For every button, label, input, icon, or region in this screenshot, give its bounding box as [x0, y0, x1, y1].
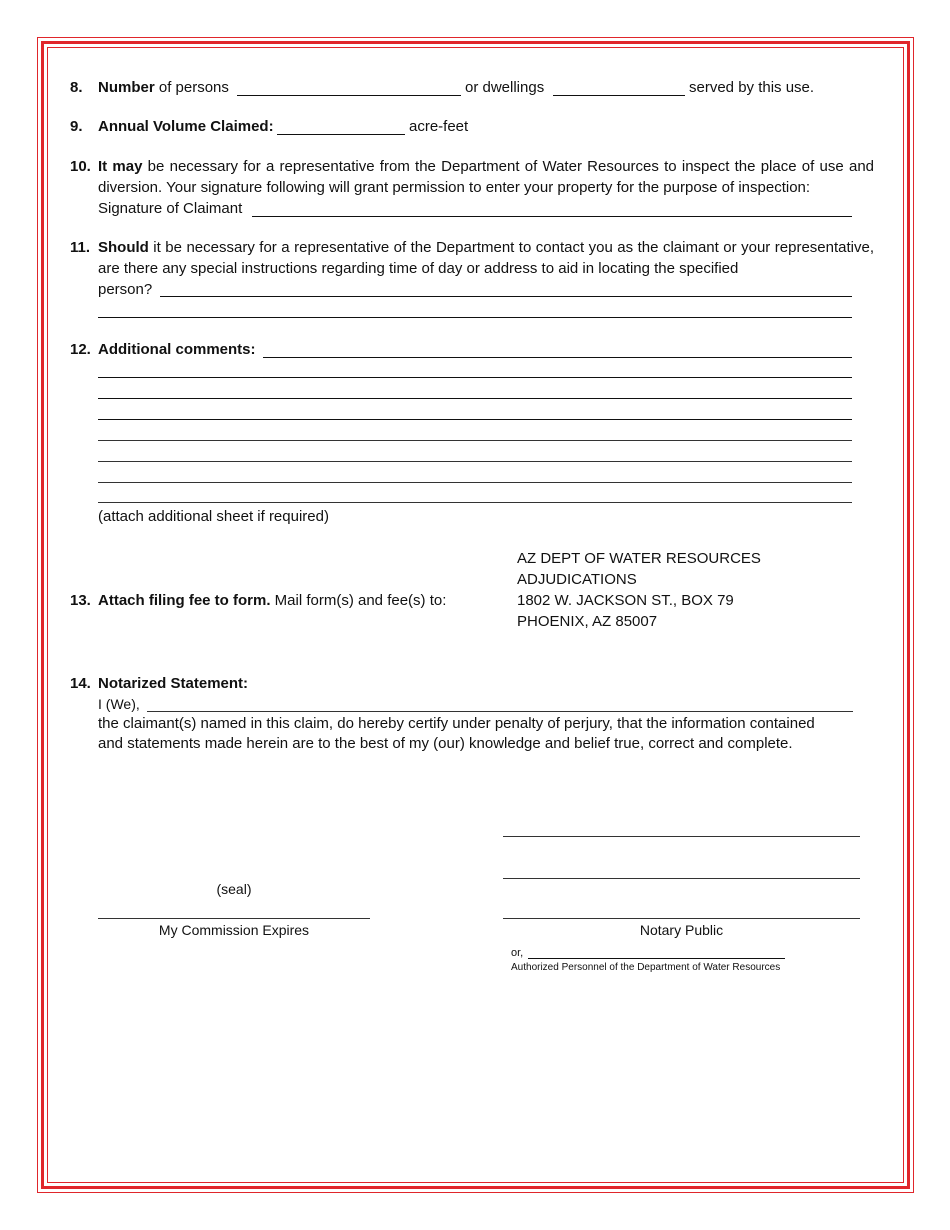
item-14-label: Notarized Statement:	[98, 675, 249, 692]
item-12-label: Additional comments:	[98, 341, 256, 358]
comments-line-2[interactable]	[98, 377, 852, 378]
item-13-rest: Mail form(s) and fee(s) to:	[270, 592, 447, 609]
comments-line-6[interactable]	[98, 461, 852, 462]
certification-line-2: and statements made herein are to the best of my (our) knowledge and belief true, correct and complete.	[98, 735, 793, 752]
item-8-served-text: served by this use.	[689, 79, 815, 96]
item-13-bold: Attach filing fee to form.	[98, 592, 271, 609]
signature-line-1[interactable]	[503, 836, 860, 837]
item-9-unit: acre-feet	[409, 118, 469, 135]
comments-line-4[interactable]	[98, 419, 852, 420]
address-line-3: 1802 W. JACKSON ST., BOX 79	[517, 592, 734, 609]
item-11-bold: Should	[98, 239, 149, 256]
item-12-number: 12.	[70, 341, 91, 358]
item-11-tail: person?	[98, 281, 153, 298]
item-8-label	[98, 77, 229, 98]
or-label: or,	[511, 947, 524, 959]
iwe-label: I (We),	[98, 696, 140, 712]
notary-public-field[interactable]	[503, 918, 860, 919]
item-10-bold: It may	[98, 158, 143, 175]
address-line-2: ADJUDICATIONS	[517, 571, 637, 588]
comments-line-5[interactable]	[98, 440, 852, 441]
item-9-number: 9.	[70, 118, 83, 135]
comments-line-3[interactable]	[98, 398, 852, 399]
comments-line-7[interactable]	[98, 482, 852, 483]
persons-field[interactable]	[237, 95, 461, 96]
item-13-text	[98, 590, 446, 611]
item-10-rest: be necessary for a representative from the Department of Water Resources to inspect the place of use and diversion. Your signature following will grant permission to enter your property for the purpose of inspection:	[98, 158, 875, 196]
annual-volume-field[interactable]	[277, 134, 405, 135]
commission-expires-field[interactable]	[98, 918, 370, 919]
dwellings-field[interactable]	[553, 95, 685, 96]
address-line-4: PHOENIX, AZ 85007	[517, 613, 658, 630]
signature-line-2[interactable]	[503, 878, 860, 879]
item-11-text	[98, 237, 874, 279]
item-9-label: Annual Volume Claimed:	[98, 118, 274, 135]
address-line-1: AZ DEPT OF WATER RESOURCES	[517, 550, 761, 567]
item-13-number: 13.	[70, 592, 91, 609]
authorized-personnel-field[interactable]	[528, 958, 785, 959]
special-instructions-field-1[interactable]	[160, 296, 852, 297]
special-instructions-field-2[interactable]	[98, 317, 852, 318]
comments-line-1[interactable]	[263, 357, 852, 358]
comments-line-8[interactable]	[98, 502, 852, 503]
claimant-names-field[interactable]	[147, 711, 853, 712]
commission-expires-label: My Commission Expires	[158, 922, 310, 938]
item-11-rest: it be necessary for a representative of the Department to contact you as the claimant or your representative, are there any special instructions regarding time of day or address to aid in locating the specified	[98, 239, 874, 277]
item-8-dwellings-text: or dwellings	[465, 79, 545, 96]
signature-label: Signature of Claimant	[98, 200, 243, 217]
item-8-persons-text: of persons	[158, 79, 229, 96]
item-11-number: 11.	[70, 239, 91, 256]
seal-label: (seal)	[216, 881, 252, 897]
notary-public-label: Notary Public	[639, 922, 724, 938]
certification-line-1: the claimant(s) named in this claim, do hereby certify under penalty of perjury, that the information contained	[98, 715, 815, 732]
item-14-number: 14.	[70, 675, 91, 692]
signature-of-claimant-field[interactable]	[252, 216, 852, 217]
attach-note: (attach additional sheet if required)	[98, 508, 329, 525]
authorized-personnel-label: Authorized Personnel of the Department of Water Resources	[511, 962, 781, 973]
item-10-number: 10.	[70, 158, 91, 175]
item-10-text	[98, 156, 874, 198]
item-8-bold: Number	[98, 79, 155, 96]
item-8-number: 8.	[70, 79, 83, 96]
